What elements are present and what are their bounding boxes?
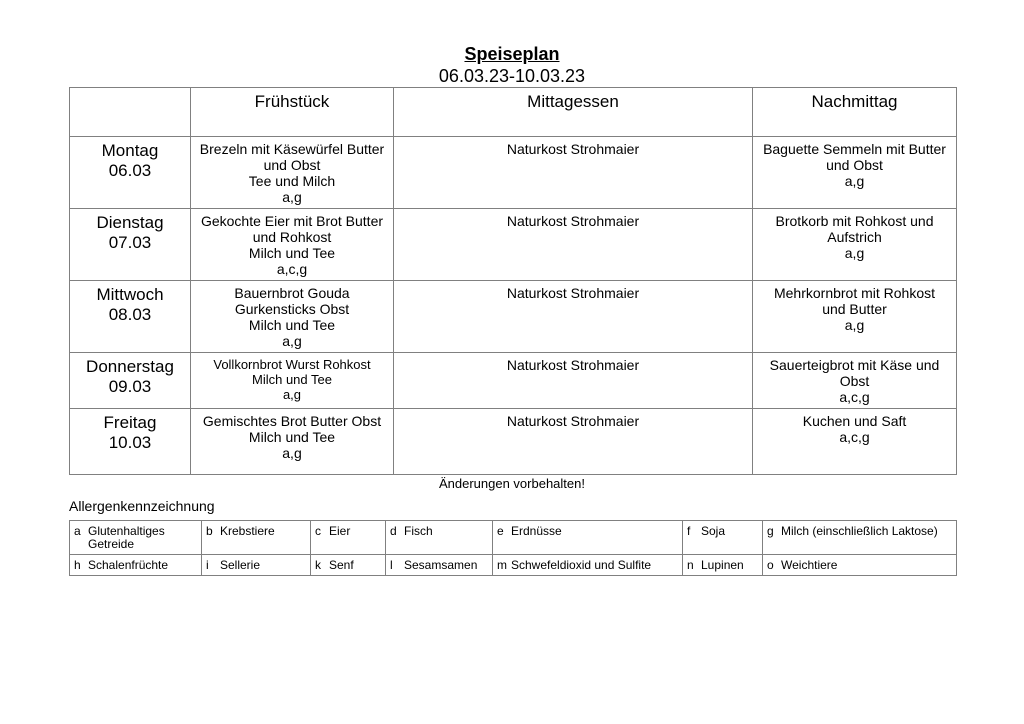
allergen-code: d: [390, 524, 397, 538]
breakfast-line: Milch und Tee: [248, 317, 336, 333]
day-cell: [70, 353, 191, 409]
day-name: Freitag: [103, 413, 157, 432]
allergen-label: Krebstiere: [220, 524, 275, 538]
day-row: [70, 209, 957, 281]
afternoon-cell: [753, 353, 957, 409]
allergen-label: Fisch: [404, 524, 433, 538]
day-row: [70, 281, 957, 353]
afternoon-line: Kuchen und Saft: [802, 413, 907, 429]
allergen-heading: Allergenkennzeichnung: [69, 498, 215, 514]
day-name: Montag: [101, 141, 159, 160]
allergen-code: b: [206, 524, 213, 538]
afternoon-line: Baguette Semmeln mit Butter: [763, 141, 946, 157]
allergen-label: Lupinen: [701, 558, 744, 572]
afternoon-cell: [753, 281, 957, 353]
allergen-cell: [683, 555, 763, 576]
day-cell: [70, 281, 191, 353]
allergen-label: Soja: [701, 524, 726, 538]
allergen-code: g: [767, 524, 774, 538]
allergen-cell: [202, 555, 311, 576]
allergen-label: Sellerie: [220, 558, 261, 572]
day-date: 06.03: [108, 161, 152, 180]
allergen-label: Weichtiere: [781, 558, 838, 572]
allergen-row: [70, 555, 957, 576]
day-name: Mittwoch: [96, 285, 164, 304]
breakfast-cell: [191, 209, 394, 281]
lunch-cell: Naturkost Strohmaier: [394, 281, 753, 353]
allergen-cell: [683, 521, 763, 555]
allergen-cell: [70, 555, 202, 576]
page-title: Speiseplan: [464, 44, 560, 64]
day-cell: [70, 209, 191, 281]
allergen-code: f: [687, 524, 691, 538]
allergen-label: Senf: [329, 558, 354, 572]
day-cell: [70, 137, 191, 209]
breakfast-line: Vollkornbrot Wurst Rohkost: [213, 357, 371, 372]
meal-plan-table: [69, 87, 957, 475]
day-cell: [70, 409, 191, 475]
header-breakfast: Frühstück: [191, 88, 394, 137]
afternoon-cell: [753, 137, 957, 209]
afternoon-line: Sauerteigbrot mit Käse und: [769, 357, 940, 373]
day-row: [70, 353, 957, 409]
breakfast-line: Bauernbrot Gouda: [234, 285, 350, 301]
breakfast-line: und Rohkost: [252, 229, 332, 245]
allergen-code: m: [497, 558, 507, 572]
breakfast-line: Brezeln mit Käsewürfel Butter: [199, 141, 385, 157]
header-afternoon: Nachmittag: [753, 88, 957, 137]
allergen-code: k: [315, 558, 321, 572]
allergen-code: e: [497, 524, 504, 538]
allergen-label: Schalenfrüchte: [88, 558, 169, 572]
day-name: Donnerstag: [86, 357, 174, 376]
header-lunch: Mittagessen: [394, 88, 753, 137]
afternoon-line: Mehrkornbrot mit Rohkost: [773, 285, 936, 301]
allergen-code: n: [687, 558, 694, 572]
allergen-cell: [70, 521, 202, 555]
allergen-code: a: [74, 524, 81, 538]
afternoon-line: Brotkorb mit Rohkost und: [775, 213, 934, 229]
allergen-cell: [763, 521, 957, 555]
allergen-code: l: [390, 558, 393, 572]
afternoon-line: a,g: [844, 173, 865, 189]
allergen-code: o: [767, 558, 774, 572]
allergen-code: h: [74, 558, 81, 572]
breakfast-line: a,c,g: [276, 261, 308, 277]
afternoon-line: Aufstrich: [827, 229, 882, 245]
allergen-cell: [202, 521, 311, 555]
header-row: [70, 88, 957, 137]
allergen-cell: [763, 555, 957, 576]
breakfast-line: a,g: [282, 189, 302, 205]
breakfast-line: a,g: [282, 387, 302, 402]
breakfast-line: Gemischtes Brot Butter Obst: [202, 413, 382, 429]
header-day: [70, 88, 191, 137]
allergen-row: [70, 521, 957, 555]
allergen-table: [69, 520, 957, 576]
breakfast-line: Gekochte Eier mit Brot Butter: [200, 213, 384, 229]
breakfast-line: Tee und Milch: [248, 173, 336, 189]
allergen-label: Sesamsamen: [404, 558, 478, 572]
allergen-cell: [493, 555, 683, 576]
allergen-cell: [386, 521, 493, 555]
day-name: Dienstag: [96, 213, 164, 232]
allergen-cell: [311, 555, 386, 576]
day-date: 07.03: [108, 233, 152, 252]
allergen-label: Glutenhaltiges Getreide: [88, 524, 165, 551]
lunch-cell: Naturkost Strohmaier: [394, 209, 753, 281]
breakfast-line: Milch und Tee: [252, 372, 332, 387]
afternoon-line: a,c,g: [839, 389, 870, 405]
day-row: [70, 409, 957, 475]
breakfast-cell: [191, 353, 394, 409]
allergen-code: i: [206, 558, 209, 572]
allergen-label: Erdnüsse: [511, 524, 562, 538]
breakfast-cell: [191, 409, 394, 475]
day-date: 10.03: [108, 433, 152, 452]
breakfast-cell: [191, 281, 394, 353]
date-range: 06.03.23-10.03.23: [438, 66, 586, 86]
breakfast-line: Milch und Tee: [248, 429, 336, 445]
breakfast-cell: [191, 137, 394, 209]
breakfast-line: a,g: [282, 333, 302, 349]
afternoon-line: a,c,g: [839, 429, 870, 445]
lunch-cell: Naturkost Strohmaier: [394, 353, 753, 409]
breakfast-line: Milch und Tee: [248, 245, 336, 261]
afternoon-line: Obst: [839, 373, 870, 389]
afternoon-line: a,g: [844, 245, 865, 261]
allergen-cell: [311, 521, 386, 555]
allergen-label: Milch (einschließlich Laktose): [781, 524, 938, 538]
lunch-cell: Naturkost Strohmaier: [394, 137, 753, 209]
afternoon-line: und Obst: [826, 157, 883, 173]
day-date: 09.03: [108, 377, 152, 396]
changes-note: Änderungen vorbehalten!: [438, 476, 585, 491]
allergen-label: Schwefeldioxid und Sulfite: [511, 558, 652, 572]
afternoon-line: a,g: [844, 317, 865, 333]
afternoon-cell: [753, 409, 957, 475]
breakfast-line: Gurkensticks Obst: [234, 301, 350, 317]
afternoon-cell: [753, 209, 957, 281]
allergen-label: Eier: [329, 524, 351, 538]
allergen-cell: [386, 555, 493, 576]
afternoon-line: und Butter: [822, 301, 887, 317]
lunch-cell: Naturkost Strohmaier: [394, 409, 753, 475]
allergen-cell: [493, 521, 683, 555]
day-date: 08.03: [108, 305, 152, 324]
breakfast-line: und Obst: [263, 157, 321, 173]
day-row: [70, 137, 957, 209]
allergen-code: c: [315, 524, 321, 538]
breakfast-line: a,g: [282, 445, 302, 461]
